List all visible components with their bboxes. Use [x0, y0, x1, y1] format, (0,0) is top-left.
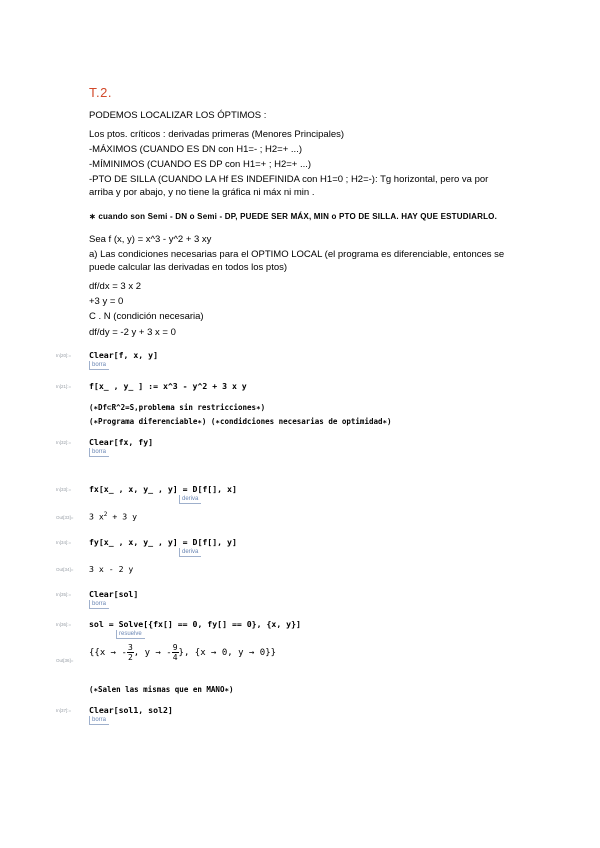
comment-domain: (∗Df⊂R^2=S,problema sin restricciones∗): [89, 403, 266, 412]
output-fx-rest: + 3 y: [107, 511, 137, 522]
in-label: In[35]:=: [56, 592, 72, 597]
comment-differentiable: (∗Programa diferenciable∗) (∗condidciones necesarias de optimidad∗): [89, 417, 392, 426]
condicion-necesaria-line: C . N (condición necesaria): [89, 311, 204, 322]
output-solve: [89, 643, 276, 662]
fraction-y-num: 9: [172, 643, 178, 652]
solve-mid: , y → -: [133, 648, 172, 658]
output-fx: [89, 511, 137, 522]
fraction-y: [172, 643, 179, 662]
out-label: Out[36]=: [56, 658, 74, 663]
input-cell-clear-f[interactable]: Clear[f, x, y]: [89, 350, 159, 360]
in-label: In[37]:=: [56, 708, 72, 713]
fraction-x-num: 3: [127, 643, 133, 652]
output-fx-base: 3 x: [89, 511, 104, 522]
hint-borra: borra: [89, 600, 109, 609]
dfdx-line: df/dx = 3 x 2: [89, 281, 142, 292]
hint-deriva: deriva: [179, 495, 201, 504]
part-a-text: a) Las condiciones necesarias para el OPTIMO LOCAL (el programa es diferenciable, entonces se puede calcular las derivadas en todos los ptos): [89, 249, 505, 273]
plus-3y-line: +3 y = 0: [89, 296, 124, 307]
maximos-line: -MÁXIMOS (CUANDO ES DN con H1=- ; H2=+ ...): [89, 144, 303, 155]
semi-definite-note: ∗ cuando son Semi - DN o Semi - DP, PUEDE SER MÁX, MIN o PTO DE SILLA. HAY QUE ESTUDIARLO.: [89, 212, 498, 221]
hint-borra: borra: [89, 448, 109, 457]
input-cell-clear-sol[interactable]: Clear[sol]: [89, 589, 139, 599]
input-cell-solve[interactable]: sol = Solve[{fx[] == 0, fy[] == 0}, {x, y}]: [89, 619, 301, 629]
solve-close: }, {x → 0, y → 0}}: [178, 648, 277, 658]
input-cell-clear-fx-fy[interactable]: Clear[fx, fy]: [89, 437, 154, 447]
in-label: In[33]:=: [56, 487, 72, 492]
input-cell-clear-sol1-sol2[interactable]: Clear[sol1, sol2]: [89, 705, 173, 715]
out-label: Out[34]=: [56, 567, 74, 572]
section-title: T.2.: [89, 85, 112, 100]
in-label: In[20]:=: [56, 353, 72, 358]
input-cell-fx[interactable]: fx[x_ , x, y_ , y] = D[f[], x]: [89, 484, 237, 494]
out-label: Out[33]=: [56, 515, 74, 520]
solve-open: {{x → -: [89, 648, 127, 658]
input-cell-fy[interactable]: fy[x_ , x, y_ , y] = D[f[], y]: [89, 537, 237, 547]
in-label: In[34]:=: [56, 540, 72, 545]
function-definition: Sea f (x, y) = x^3 - y^2 + 3 xy: [89, 234, 212, 245]
dfdy-line: df/dy = -2 y + 3 x = 0: [89, 327, 176, 338]
input-cell-define-f[interactable]: f[x_ , y_ ] := x^3 - y^2 + 3 x y: [89, 381, 247, 391]
critical-points-line: Los ptos. críticos : derivadas primeras (Menores Principales): [89, 129, 345, 140]
comment-same-as-hand: (∗Salen las mismas que en MANO∗): [89, 685, 234, 694]
hint-deriva: deriva: [179, 548, 201, 557]
in-label: In[36]:=: [56, 622, 72, 627]
saddle-point-line: -PTO DE SILLA (CUANDO LA Hf ES INDEFINIDA con H1=0 ; H2=-): Tg horizontal, pero va por arriba y por abajo, y no tiene la gráfica ni máx ni min .: [89, 174, 489, 198]
fraction-y-den: 4: [172, 653, 178, 662]
output-fy: 3 x - 2 y: [89, 564, 134, 574]
heading-optimos: PODEMOS LOCALIZAR LOS ÓPTIMOS :: [89, 110, 267, 121]
fraction-x-den: 2: [127, 653, 133, 662]
output-fx-exponent: 2: [103, 511, 108, 518]
minimos-line: -MÍMINIMOS (CUANDO ES DP con H1=+ ; H2=+ ...): [89, 159, 312, 170]
hint-borra: borra: [89, 361, 109, 370]
in-label: In[32]:=: [56, 440, 72, 445]
hint-borra: borra: [89, 716, 109, 725]
in-label: In[21]:=: [56, 384, 72, 389]
fraction-x: [127, 643, 134, 662]
hint-resuelve: resuelve: [116, 630, 145, 639]
